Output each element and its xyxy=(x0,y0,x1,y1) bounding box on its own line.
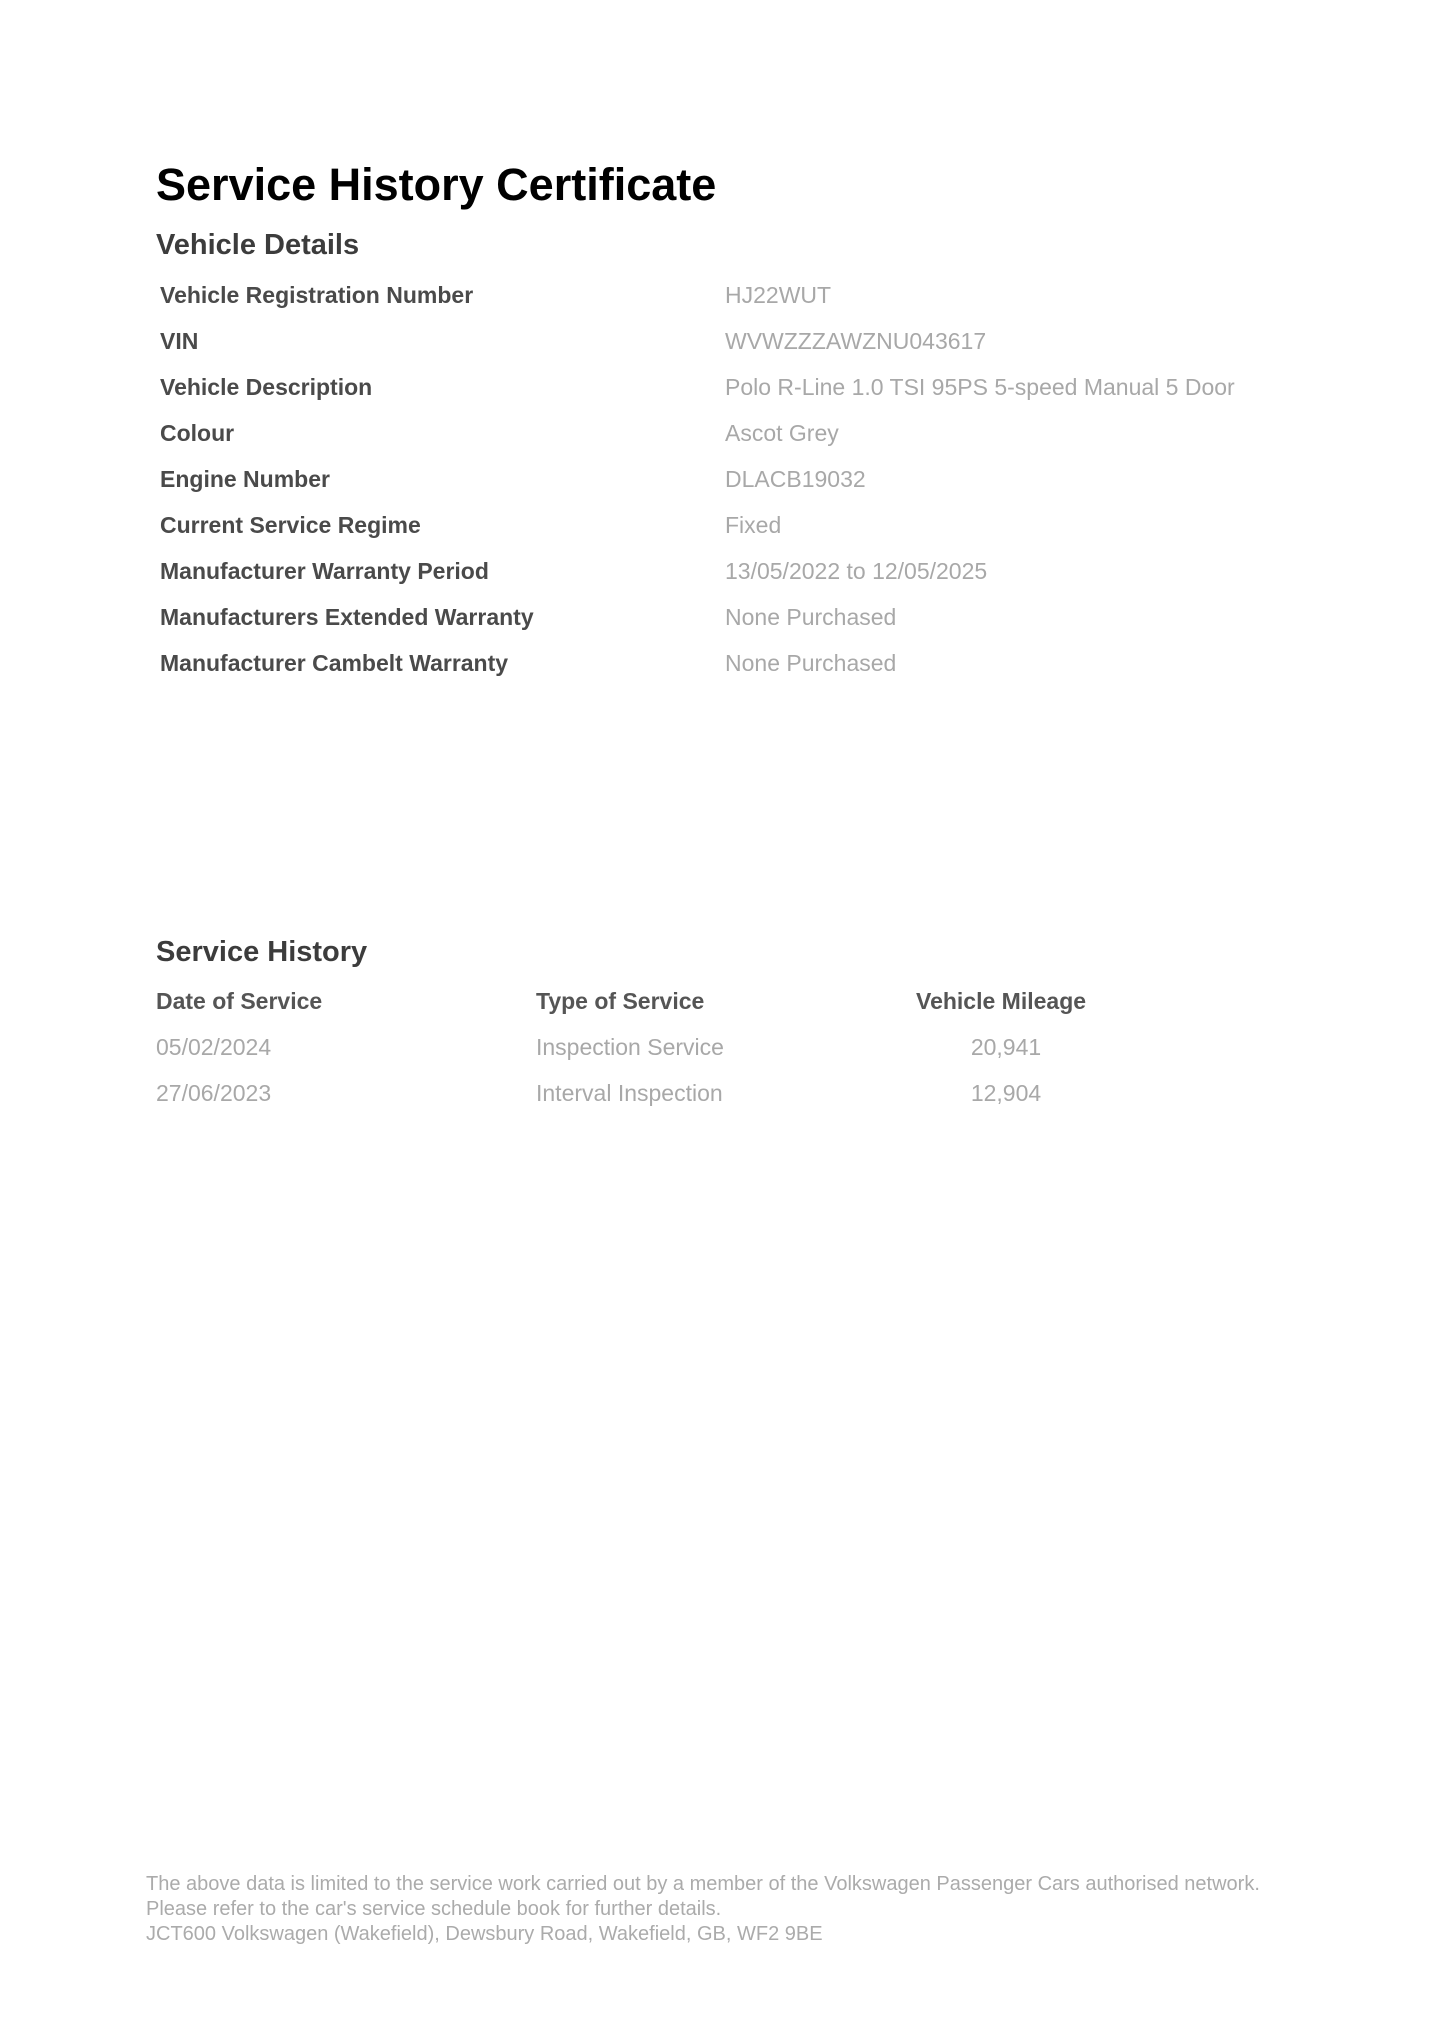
detail-value: None Purchased xyxy=(725,604,897,630)
detail-row-engine-number xyxy=(160,466,1310,512)
vehicle-details-list xyxy=(160,282,1310,696)
service-type: Inspection Service xyxy=(536,1034,724,1060)
detail-row-extended-warranty xyxy=(160,604,1310,650)
table-header-row xyxy=(156,988,1156,1034)
column-header-mileage: Vehicle Mileage xyxy=(916,988,1087,1014)
service-date: 05/02/2024 xyxy=(156,1034,272,1060)
footer-line-reference: Please refer to the car's service schedule book for further details. xyxy=(146,1898,722,1920)
detail-value: None Purchased xyxy=(725,650,897,676)
column-header-type: Type of Service xyxy=(536,988,705,1014)
detail-value: Polo R-Line 1.0 TSI 95PS 5-speed Manual 5 Door xyxy=(725,374,1235,400)
detail-row-warranty-period xyxy=(160,558,1310,604)
service-mileage: 20,941 xyxy=(970,1034,1042,1060)
detail-row-registration xyxy=(160,282,1310,328)
detail-label: Vehicle Description xyxy=(160,374,373,400)
detail-row-service-regime xyxy=(160,512,1310,558)
detail-row-cambelt-warranty xyxy=(160,650,1310,696)
detail-value: HJ22WUT xyxy=(725,282,832,308)
service-type: Interval Inspection xyxy=(536,1080,723,1106)
detail-value: Ascot Grey xyxy=(725,420,839,446)
detail-label: Manufacturers Extended Warranty xyxy=(160,604,534,630)
detail-row-vin xyxy=(160,328,1310,374)
page-title: Service History Certificate xyxy=(156,159,717,210)
footer-line-disclaimer: The above data is limited to the service work carried out by a member of the Volkswagen Passenger Cars authorised network. xyxy=(146,1873,1260,1895)
footer-line-dealer-address: JCT600 Volkswagen (Wakefield), Dewsbury Road, Wakefield, GB, WF2 9BE xyxy=(146,1923,823,1945)
table-row xyxy=(156,1034,1156,1080)
detail-label: Current Service Regime xyxy=(160,512,421,538)
detail-value: DLACB19032 xyxy=(725,466,866,492)
service-history-heading: Service History xyxy=(156,936,368,968)
column-header-date: Date of Service xyxy=(156,988,323,1014)
detail-label: Vehicle Registration Number xyxy=(160,282,474,308)
service-date: 27/06/2023 xyxy=(156,1080,272,1106)
detail-label: Colour xyxy=(160,420,235,446)
detail-label: Manufacturer Warranty Period xyxy=(160,558,489,584)
detail-row-colour xyxy=(160,420,1310,466)
table-row xyxy=(156,1080,1156,1126)
vehicle-details-heading: Vehicle Details xyxy=(156,229,360,261)
detail-value: 13/05/2022 to 12/05/2025 xyxy=(725,558,988,584)
table-body xyxy=(156,1034,1156,1126)
detail-value: WVWZZZAWZNU043617 xyxy=(725,328,987,354)
detail-row-description xyxy=(160,374,1310,420)
detail-label: Engine Number xyxy=(160,466,330,492)
service-mileage: 12,904 xyxy=(970,1080,1042,1106)
footer-disclaimer xyxy=(146,1872,1396,1947)
service-history-table xyxy=(156,988,1156,1126)
detail-label: Manufacturer Cambelt Warranty xyxy=(160,650,509,676)
detail-value: Fixed xyxy=(725,512,782,538)
detail-label: VIN xyxy=(160,328,199,354)
